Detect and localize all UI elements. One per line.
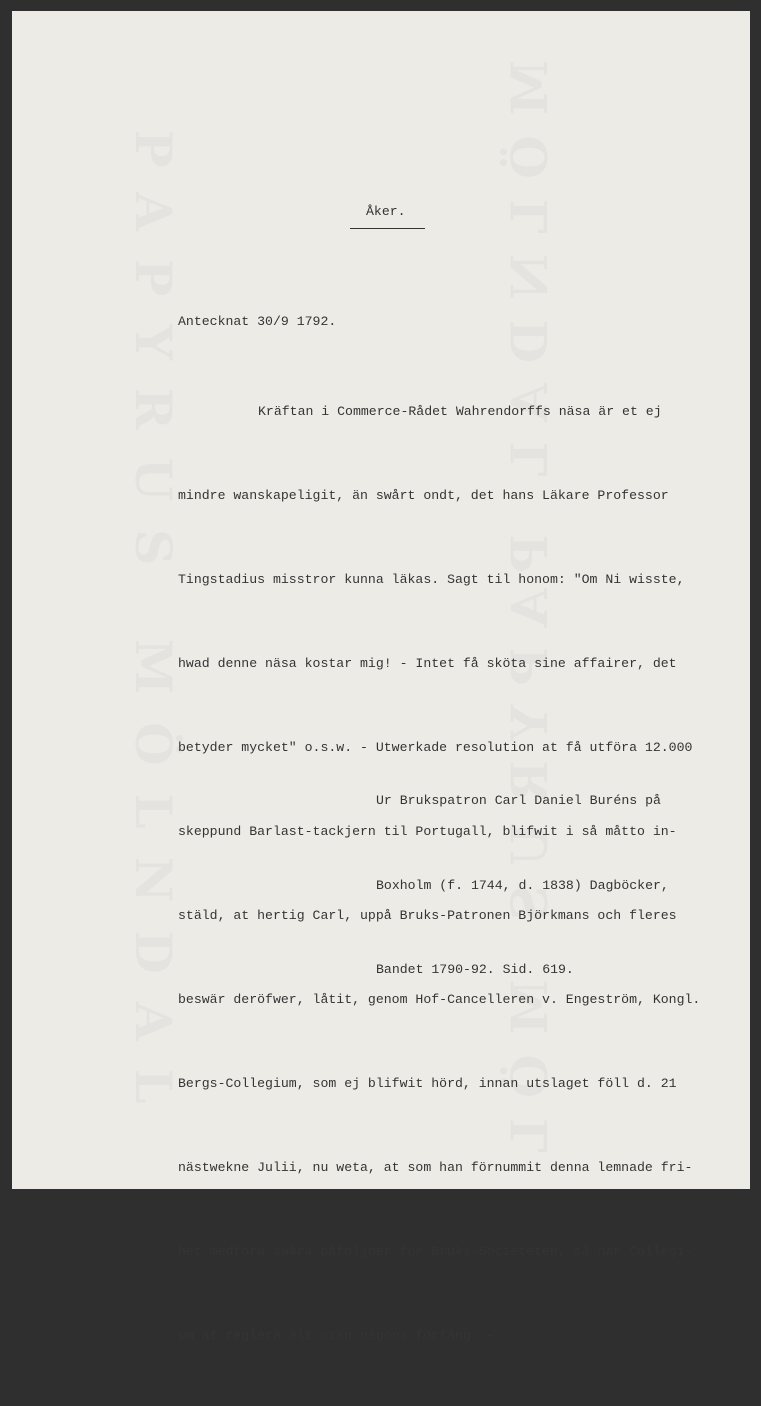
- body-line: Kräftan i Commerce-Rådet Wahrendorffs näsa är et ej: [258, 404, 662, 419]
- body-line: Tingstadius misstror kunna läkas. Sagt til honom: "Om Ni wisste,: [178, 572, 685, 587]
- source-line: Bandet 1790-92. Sid. 619.: [376, 962, 574, 977]
- watermark-left: [128, 130, 178, 1132]
- source-line: Boxholm (f. 1744, d. 1838) Dagböcker,: [376, 877, 669, 893]
- body-line: Bergs-Collegium, som ej blifwit hörd, innan utslaget föll d. 21: [178, 1076, 677, 1091]
- body-line: het medföra swåra påföljder för Bruks-Societeten, så har Collegi-: [178, 1244, 693, 1259]
- title-underline: [350, 228, 425, 229]
- document-title: Åker.: [366, 204, 406, 219]
- paper-sheet: [12, 11, 750, 1343]
- body-line: um at reglera alt utan någons förfång. -: [178, 1328, 495, 1343]
- body-line: beswär deröfwer, låtit, genom Hof-Cancelleren v. Engeström, Kongl.: [178, 992, 701, 1007]
- source-citation: [376, 731, 669, 1041]
- body-line: betyder mycket" o.s.w. - Utwerkade resolution at få utföra 12.000: [178, 740, 693, 755]
- body-line: nästwekne Julii, nu weta, at som han förnummit denna lemnade fri-: [178, 1160, 693, 1175]
- body-line: mindre wanskapeligit, än swårt ondt, det hans Läkare Professor: [178, 488, 669, 503]
- body-line: stäld, at hertig Carl, uppå Bruks-Patronen Björkmans och fleres: [178, 908, 677, 923]
- date-line: Antecknat 30/9 1792.: [178, 314, 337, 329]
- body-line: hwad denne näsa kostar mig! - Intet få sköta sine affairer, det: [178, 656, 677, 671]
- body-line: skeppund Barlast-tackjern til Portugall, blifwit i så måtto in-: [178, 824, 677, 839]
- source-line: Ur Brukspatron Carl Daniel Buréns på: [376, 793, 661, 808]
